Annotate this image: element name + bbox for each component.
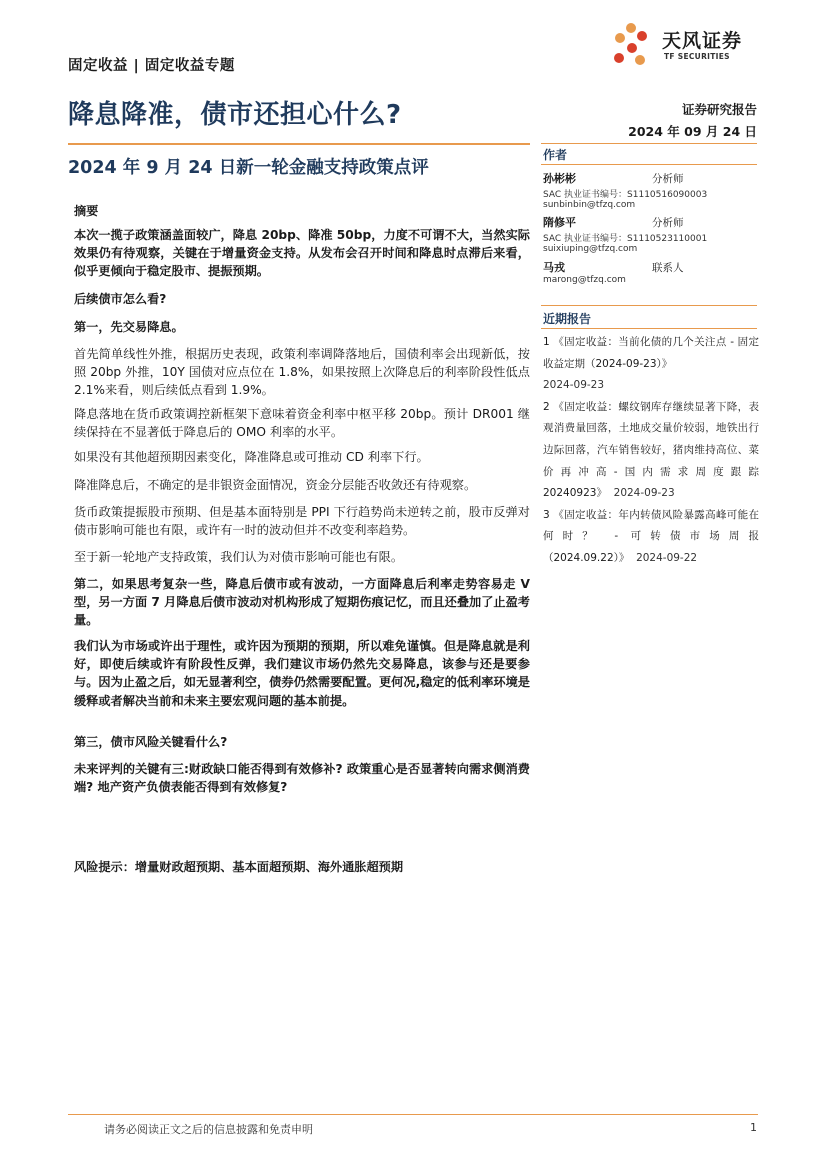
recent-reports-heading: 近期报告 <box>543 312 592 326</box>
recent-report-date: 2024-09-23 <box>543 379 605 392</box>
recent-report-item[interactable] <box>543 332 759 397</box>
sidebar-divider <box>541 305 757 306</box>
sidebar-divider <box>541 328 757 329</box>
authors-heading: 作者 <box>543 148 568 162</box>
paragraph: 货币政策提振股市预期、但是基本面特别是 PPI 下行趋势尚未逆转之前，股市反弹对债市影响可能也有限，或许有一时的波动但并不改变利率趋势。 <box>74 505 530 538</box>
recent-report-title[interactable]: 1 《固定收益：当前化债的几个关注点 - 固定收益定期（2024-09-23）》 <box>543 336 759 370</box>
author-email[interactable]: marong@tfzq.com <box>543 275 626 285</box>
report-subtitle: 2024 年 9 月 24 日新一轮金融支持政策点评 <box>68 158 429 178</box>
point-two-paragraph: 第二，如果思考复杂一些，降息后债市或有波动，一方面降息后利率走势容易走 V 型，另一方面 7 月降息后债市波动对机构形成了短期伤痕记忆，而且还叠加了止盈考量。 <box>74 577 530 628</box>
report-type: 证券研究报告 <box>681 102 757 117</box>
logo-mark-icon <box>610 22 658 70</box>
tf-securities-logo <box>610 22 760 70</box>
author-email[interactable]: suixiuping@tfzq.com <box>543 244 638 254</box>
recent-report-item[interactable] <box>543 505 759 570</box>
author-role: 联系人 <box>652 262 684 274</box>
report-date: 2024 年 09 月 24 日 <box>628 124 757 139</box>
footer-divider <box>68 1114 758 1115</box>
author-role: 分析师 <box>652 173 684 185</box>
bold-paragraph: 我们认为市场或许出于理性，或许因为预期的预期，所以难免谨慎。但是降息就是利好，即使后续或许有阶段性反弹，我们建议市场仍然先交易降息，该参与还是要参与。因为止盈之后，如无显著利空，债券仍然需要配置。更何况,稳定的低利率环境是缓释或者解决当前和未来主要宏观问题的基本前提。 <box>74 639 530 708</box>
author-role: 分析师 <box>652 217 684 229</box>
paragraph: 如果没有其他超预期因素变化，降准降息或可推动 CD 利率下行。 <box>74 450 429 464</box>
report-category: 固定收益 | 固定收益专题 <box>68 58 235 74</box>
key-questions-paragraph: 未来评判的关键有三:财政缺口能否得到有效修补? 政策重心是否显著转向需求侧消费端? 地产资产负债表能否得到有效修复? <box>74 762 530 795</box>
title-divider <box>68 143 530 145</box>
author-email[interactable]: sunbinbin@tfzq.com <box>543 200 636 210</box>
point-one-heading: 第一，先交易降息。 <box>74 320 184 334</box>
paragraph: 降准降息后，不确定的是非银资金面情况，资金分层能否收敛还有待观察。 <box>74 478 477 492</box>
risk-warning: 风险提示：增量财政超预期、基本面超预期、海外通胀超预期 <box>74 860 404 874</box>
recent-report-date: 2024-09-22 <box>636 551 698 564</box>
logo-subtext: TF SECURITIES <box>664 52 730 61</box>
recent-report-item[interactable] <box>543 397 759 505</box>
report-title: 降息降准，债市还担心什么? <box>68 100 402 130</box>
paragraph: 降息落地在货币政策调控新框架下意味着资金利率中枢平移 20bp。预计 DR001 继续保持在不显著低于降息后的 OMO 利率的水平。 <box>74 407 530 440</box>
paragraph: 至于新一轮地产支持政策，我们认为对债市影响可能也有限。 <box>74 550 404 564</box>
sidebar-divider <box>541 164 757 165</box>
logo-text: 天风证券 <box>662 30 743 52</box>
author-name: 隋修平 <box>543 216 576 229</box>
author-name: 马戎 <box>543 261 565 274</box>
page-number: 1 <box>750 1121 757 1134</box>
paragraph: 首先简单线性外推，根据历史表现，政策利率调降落地后，国债利率会出现新低，按照 20bp 外推，10Y 国债对应点位在 1.8%，如果按照上次降息后的利率阶段性低点 2.1%来看，则后续低点看到 1.9%。 <box>74 347 530 398</box>
recent-reports-list <box>543 332 759 570</box>
recent-report-date: 2024-09-23 <box>613 487 675 500</box>
recent-report-title[interactable]: 3 《固定收益：年内转债风险暴露高峰可能在何时？ - 可转债市场周报（2024.09.22）》 <box>543 508 759 564</box>
abstract-body: 本次一揽子政策涵盖面较广，降息 20bp、降准 50bp，力度不可谓不大，当然实际效果仍有待观察，关键在于增量资金支持。从发布会召开时间和降息时点滞后来看，似乎更倾向于稳定股市、提振预期。 <box>74 228 530 279</box>
abstract-heading: 摘要 <box>74 204 99 218</box>
sidebar-divider <box>541 143 757 144</box>
recent-report-title[interactable]: 2 《固定收益：螺纹钢库存继续显著下降，表观消费量回落，土地成交量价较弱，地铁出行边际回落，汽车销售较好，猪肉维持高位、菜价再冲高-国内需求周度跟踪 20240923》 <box>543 400 759 500</box>
author-cert: SAC 执业证书编号：S1110523110001 <box>543 234 708 244</box>
footer-disclaimer: 请务必阅读正文之后的信息披露和免责申明 <box>104 1123 313 1136</box>
point-three-heading: 第三，债市风险关键看什么? <box>74 735 228 749</box>
author-name: 孙彬彬 <box>543 172 576 185</box>
author-cert: SAC 执业证书编号：S1110516090003 <box>543 190 708 200</box>
question-heading: 后续债市怎么看? <box>74 292 167 306</box>
